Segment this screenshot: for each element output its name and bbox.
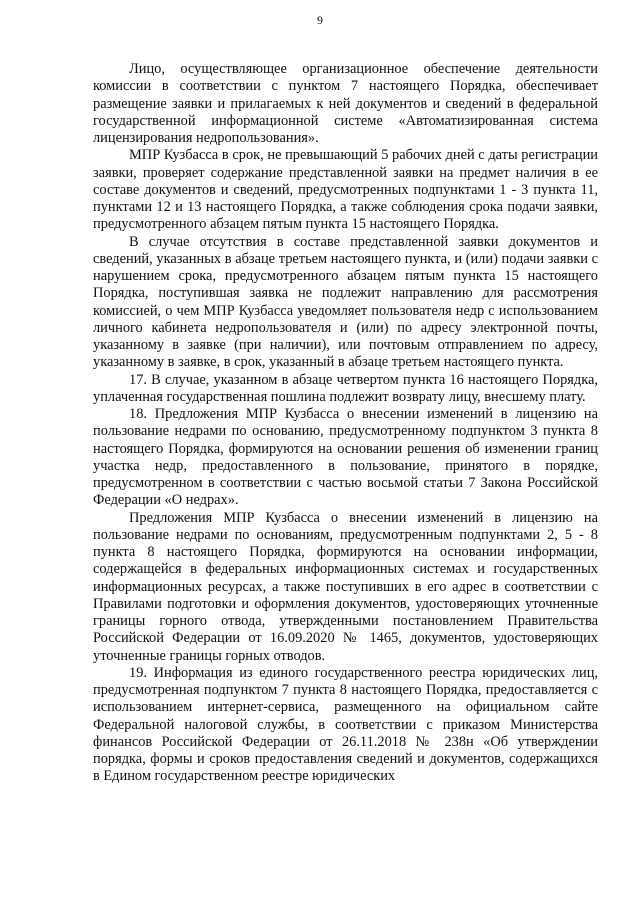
paragraph-6: Предложения МПР Кузбасса о внесении изменений в лицензию на пользование недрами по основаниям, предусмотренным подпунктами 2, 5 - 8 пункта 8 настоящего Порядка, формируются на основании информации, содержащейся в федеральных информационных системах и государственных информационных ресурсах, а также поступивших в его адрес в соответствии с Правилами подготовки и оформления документов, удостоверяющих уточненные границы горного отвода, утвержденными постановлением Правительства Российской Федерации от 16.09.2020 № 1465, документов, удостоверяющих уточненные границы горных отводов. xyxy=(93,509,598,664)
paragraph-2: МПР Кузбасса в срок, не превышающий 5 рабочих дней с даты регистрации заявки, проверяет содержание представленной заявки на предмет наличия в ее составе документов и сведений, предусмотренных подпунктами 1 - 3 пункта 11, пунктами 12 и 13 настоящего Порядка, а также соблюдения срока подачи заявки, предусмотренного абзацем пятым пункта 15 настоящего Порядка. xyxy=(93,147,598,233)
paragraph-1: Лицо, осуществляющее организационное обеспечение деятельности комиссии в соответствии с пунктом 7 настоящего Порядка, обеспечивает размещение заявки и прилагаемых к ней документов и сведений в федеральной государственной информационной системе «Автоматизированная система лицензирования недропользования». xyxy=(93,61,598,146)
paragraph-item-17: 17. В случае, указанном в абзаце четвертом пункта 16 настоящего Порядка, уплаченная государственная пошлина подлежит возврату лицу, внесшему плату. xyxy=(93,371,598,405)
paragraph-3: В случае отсутствия в составе представленной заявки документов и сведений, указанных в абзаце третьем настоящего пункта, и (или) подачи заявки с нарушением срока, предусмотренного абзацем пятым пункта 15 настоящего Порядка, поступившая заявка не подлежит направлению для рассмотрения комиссией, о чем МПР Кузбасса уведомляет пользователя недр с использованием личного кабинета недропользователя и (или) по адресу электронной почты, указанному в заявке (при наличии), или почтовым отправлением по адресу, указанному в заявке, в срок, указанный в абзаце третьем настоящего пункта. xyxy=(93,233,598,371)
document-body xyxy=(93,61,598,786)
paragraph-item-18: 18. Предложения МПР Кузбасса о внесении изменений в лицензию на пользование недрами по основанию, предусмотренному подпунктом 3 пункта 8 настоящего Порядка, формируются на основании решения об изменении границ участка недр, предоставленного в пользование, принятого в порядке, предусмотренном в соответствии с частью восьмой статьи 7 Закона Российской Федерации «О недрах». xyxy=(93,406,598,509)
page-number: 9 xyxy=(317,13,323,27)
paragraph-item-19: 19. Информация из единого государственного реестра юридических лиц, предусмотренная подпунктом 7 пункта 8 настоящего Порядка, предоставляется с использованием интернет-сервиса, размещенного на официальном сайте Федеральной налоговой службы, в соответствии с приказом Министерства финансов Российской Федерации от 26.11.2018 № 238н «Об утверждении порядка, формы и сроков предоставления сведений и документов, содержащихся в Едином государственном реестре юридических xyxy=(93,664,598,785)
